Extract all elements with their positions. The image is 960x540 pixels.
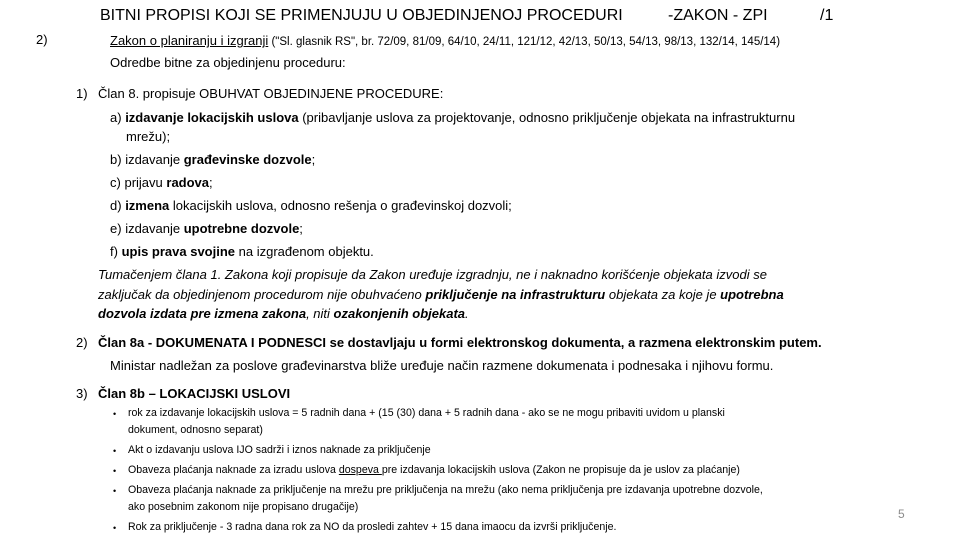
sub-item-a-cont: mrežu); <box>126 129 171 144</box>
item1-number: 1) <box>76 86 88 101</box>
note-line-3: dozvola izdata pre izmena zakona, niti ozakonjenih objekata. <box>98 306 469 321</box>
item2-number: 2) <box>76 335 88 350</box>
law-line <box>110 31 780 52</box>
title-main: BITNI PROPISI KOJI SE PRIMENJUJU U OBJEDINJENOJ PROCEDURI <box>100 7 623 24</box>
page-title <box>100 7 623 25</box>
bullet-icon: • <box>113 446 117 456</box>
bullet-1-line-2: dokument, odnosno separat) <box>128 424 263 436</box>
item2-line-2: Ministar nadležan za poslove građevinarstva bliže uređuje način razmene dokumenata i podnesaka i njihovu formu. <box>110 358 774 373</box>
item1-lead: Član 8. propisuje OBUHVAT OBJEDINJENE PROCEDURE: <box>98 86 444 101</box>
bullet-icon: • <box>113 409 117 419</box>
bullet-5: Rok za priključenje - 3 radna dana rok za NO da prosledi zahtev + 15 dana imaocu da izvrši priključenje. <box>128 521 617 533</box>
bullet-icon: • <box>113 523 117 533</box>
section-number: 2) <box>36 32 48 47</box>
item2-line-1: Član 8a - DOKUMENATA I PODNESCI se dostavljaju u formi elektronskog dokumenta, a razmena elektronskim putem. <box>98 335 822 350</box>
sub-item-c: c) prijavu radova; <box>110 175 213 190</box>
sub-bold: izdavanje lokacijskih uslova <box>125 110 299 125</box>
title-suffix: /1 <box>820 7 834 24</box>
bullet-2: Akt o izdavanju uslova IJO sadrži i iznos naknade za priključenje <box>128 444 431 456</box>
page-number: 5 <box>898 507 905 521</box>
sub-item-f: f) upis prava svojine na izgrađenom objektu. <box>110 244 374 259</box>
bullet-4-line-2: ako posebnim zakonom nije propisano drugačije) <box>128 501 359 513</box>
sub-letter: a) <box>110 110 122 125</box>
bullet-4-line-1: Obaveza plaćanja naknade za priključenje na mrežu pre priključenja na mrežu (ako nema priključenja pre izdavanja upotrebne dozvole, <box>128 484 763 496</box>
law-citation: ("Sl. glasnik RS", br. 72/09, 81/09, 64/10, 24/11, 121/12, 42/13, 50/13, 54/13, 98/13, 132/14, 145/14) <box>268 36 781 48</box>
law-intro: Odredbe bitne za objedinjenu proceduru: <box>110 55 346 70</box>
bullet-3: Obaveza plaćanja naknade za izradu uslova dospeva pre izdavanja lokacijskih uslova (Zakon ne propisuje da je uslov za plaćanje) <box>128 464 740 476</box>
bullet-icon: • <box>113 486 117 496</box>
law-name: Zakon o planiranju i izgranji <box>110 33 269 48</box>
sub-item-d: d) izmena lokacijskih uslova, odnosno rešenja o građevinskoj dozvoli; <box>110 198 512 213</box>
sub-item-b: b) izdavanje građevinske dozvole; <box>110 152 316 167</box>
sub-rest: (pribavljanje uslova za projektovanje, odnosno priključenje objekata na infrastrukturnu <box>298 110 796 125</box>
sub-item-a <box>110 108 795 127</box>
bullet-icon: • <box>113 466 117 476</box>
note-line-2: zaključak da objedinjenom procedurom nije obuhvaćeno priključenje na infrastrukturu objekata za koje je upotrebna <box>98 287 784 302</box>
title-zakon: -ZAKON - ZPI <box>668 7 768 24</box>
bullet-1-line-1: rok za izdavanje lokacijskih uslova = 5 radnih dana + (15 (30) dana + 5 radnih dana - ako se ne mogu pribaviti uvidom u planski <box>128 407 725 419</box>
item3-number: 3) <box>76 386 88 401</box>
sub-item-e: e) izdavanje upotrebne dozvole; <box>110 221 303 236</box>
note-line-1: Tumačenjem člana 1. Zakona koji propisuje da Zakon uređuje izgradnju, ne i naknadno korišćenje objekata izvodi se <box>98 267 767 282</box>
item3-title: Član 8b – LOKACIJSKI USLOVI <box>98 386 291 401</box>
